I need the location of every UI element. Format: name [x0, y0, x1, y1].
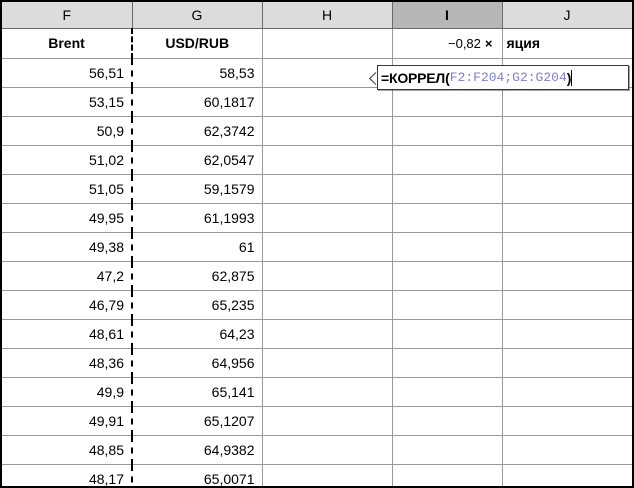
cell-brent[interactable]: 49,38	[2, 232, 132, 261]
cell-i[interactable]	[392, 319, 502, 348]
cell-j[interactable]	[502, 348, 632, 377]
close-icon[interactable]: ×	[484, 35, 493, 51]
cell-usdrub[interactable]: 59,1579	[132, 174, 262, 203]
cell-j[interactable]	[502, 145, 632, 174]
cell-i[interactable]	[392, 290, 502, 319]
cell-usdrub[interactable]: 64,23	[132, 319, 262, 348]
cell-h[interactable]	[262, 435, 392, 464]
formula-arguments[interactable]: F2:F204;G2:G204	[449, 70, 567, 85]
cell-j[interactable]	[502, 290, 632, 319]
column-header-f[interactable]: F	[2, 2, 132, 28]
header-label-row	[2, 28, 632, 58]
cell-i[interactable]	[392, 145, 502, 174]
cell-h[interactable]	[262, 116, 392, 145]
cell-brent[interactable]: 51,02	[2, 145, 132, 174]
table-row	[2, 261, 632, 290]
cell-j[interactable]	[502, 232, 632, 261]
cell-brent[interactable]: 56,51	[2, 58, 132, 87]
formula-close-paren: )	[566, 69, 572, 86]
table-row	[2, 435, 632, 464]
cell-brent[interactable]: 49,9	[2, 377, 132, 406]
cell-usdrub[interactable]: 61	[132, 232, 262, 261]
cell-h[interactable]	[262, 406, 392, 435]
cell-brent[interactable]: 49,95	[2, 203, 132, 232]
cell-brent[interactable]: 53,15	[2, 87, 132, 116]
cell-g1[interactable]: USD/RUB	[132, 28, 262, 58]
formula-function-name: =КОРРЕЛ	[381, 69, 446, 86]
cell-j1-content	[503, 29, 632, 58]
cell-usdrub[interactable]: 65,0071	[132, 464, 262, 488]
cell-h[interactable]	[262, 319, 392, 348]
cell-brent[interactable]: 48,85	[2, 435, 132, 464]
cell-j[interactable]	[502, 203, 632, 232]
table-row	[2, 145, 632, 174]
cell-usdrub[interactable]: 65,141	[132, 377, 262, 406]
cell-i[interactable]	[392, 377, 502, 406]
cell-i[interactable]	[392, 464, 502, 488]
cell-h[interactable]	[262, 87, 392, 116]
table-row	[2, 290, 632, 319]
cell-h[interactable]	[262, 348, 392, 377]
cell-usdrub[interactable]: 62,875	[132, 261, 262, 290]
cell-brent[interactable]: 47,2	[2, 261, 132, 290]
cell-i[interactable]	[392, 232, 502, 261]
cell-j[interactable]	[502, 406, 632, 435]
cell-j1[interactable]	[502, 28, 632, 58]
cell-i1[interactable]	[392, 28, 502, 58]
cell-i[interactable]	[392, 348, 502, 377]
table-row	[2, 464, 632, 488]
cell-j[interactable]	[502, 87, 632, 116]
table-row	[2, 377, 632, 406]
correlation-value: −0,82	[448, 35, 481, 51]
cell-i[interactable]	[392, 261, 502, 290]
cell-h[interactable]	[262, 377, 392, 406]
table-row	[2, 203, 632, 232]
cell-brent[interactable]: 49,91	[2, 406, 132, 435]
cell-f1[interactable]: Brent	[2, 28, 132, 58]
cell-i[interactable]	[392, 174, 502, 203]
cell-usdrub[interactable]: 60,1817	[132, 87, 262, 116]
cell-usdrub[interactable]: 64,956	[132, 348, 262, 377]
text-caret	[571, 70, 572, 86]
cell-i[interactable]	[392, 203, 502, 232]
cell-i[interactable]	[392, 406, 502, 435]
cell-brent[interactable]: 48,36	[2, 348, 132, 377]
table-row	[2, 174, 632, 203]
correlation-label-fragment: яция	[506, 35, 541, 51]
sheet-body	[2, 28, 632, 488]
cell-h[interactable]	[262, 232, 392, 261]
cell-usdrub[interactable]: 64,9382	[132, 435, 262, 464]
cell-h[interactable]	[262, 145, 392, 174]
cell-usdrub[interactable]: 65,235	[132, 290, 262, 319]
table-row	[2, 232, 632, 261]
cell-i1-content	[393, 29, 502, 58]
cell-j[interactable]	[502, 174, 632, 203]
cell-j[interactable]	[502, 464, 632, 488]
cell-j[interactable]	[502, 319, 632, 348]
cell-brent[interactable]: 50,9	[2, 116, 132, 145]
table-row	[2, 319, 632, 348]
column-header-row	[2, 2, 632, 28]
cell-i[interactable]	[392, 116, 502, 145]
column-header-h[interactable]: H	[262, 2, 392, 28]
cell-usdrub[interactable]: 58,53	[132, 58, 262, 87]
column-header-i[interactable]: I	[392, 2, 502, 28]
cell-h[interactable]	[262, 290, 392, 319]
column-header-g[interactable]: G	[132, 2, 262, 28]
formula-open-paren: (	[445, 69, 450, 86]
cell-brent[interactable]: 48,61	[2, 319, 132, 348]
cell-j[interactable]	[502, 261, 632, 290]
cell-usdrub[interactable]: 62,0547	[132, 145, 262, 174]
table-row	[2, 116, 632, 145]
cell-h[interactable]	[262, 464, 392, 488]
cell-h[interactable]	[262, 203, 392, 232]
cell-j[interactable]	[502, 435, 632, 464]
cell-usdrub[interactable]: 65,1207	[132, 406, 262, 435]
cell-h[interactable]	[262, 261, 392, 290]
cell-j[interactable]	[502, 377, 632, 406]
cell-brent[interactable]: 48,17	[2, 464, 132, 488]
formula-edit-box[interactable]	[377, 65, 629, 90]
cell-brent[interactable]: 51,05	[2, 174, 132, 203]
column-header-j[interactable]: J	[502, 2, 632, 28]
table-row	[2, 348, 632, 377]
cell-h1[interactable]	[262, 28, 392, 58]
table-row	[2, 406, 632, 435]
cell-h[interactable]	[262, 174, 392, 203]
table-row	[2, 87, 632, 116]
cell-brent[interactable]: 46,79	[2, 290, 132, 319]
cell-i[interactable]	[392, 435, 502, 464]
cell-i[interactable]	[392, 87, 502, 116]
cell-usdrub[interactable]: 61,1993	[132, 203, 262, 232]
cell-usdrub[interactable]: 62,3742	[132, 116, 262, 145]
cell-j[interactable]	[502, 116, 632, 145]
